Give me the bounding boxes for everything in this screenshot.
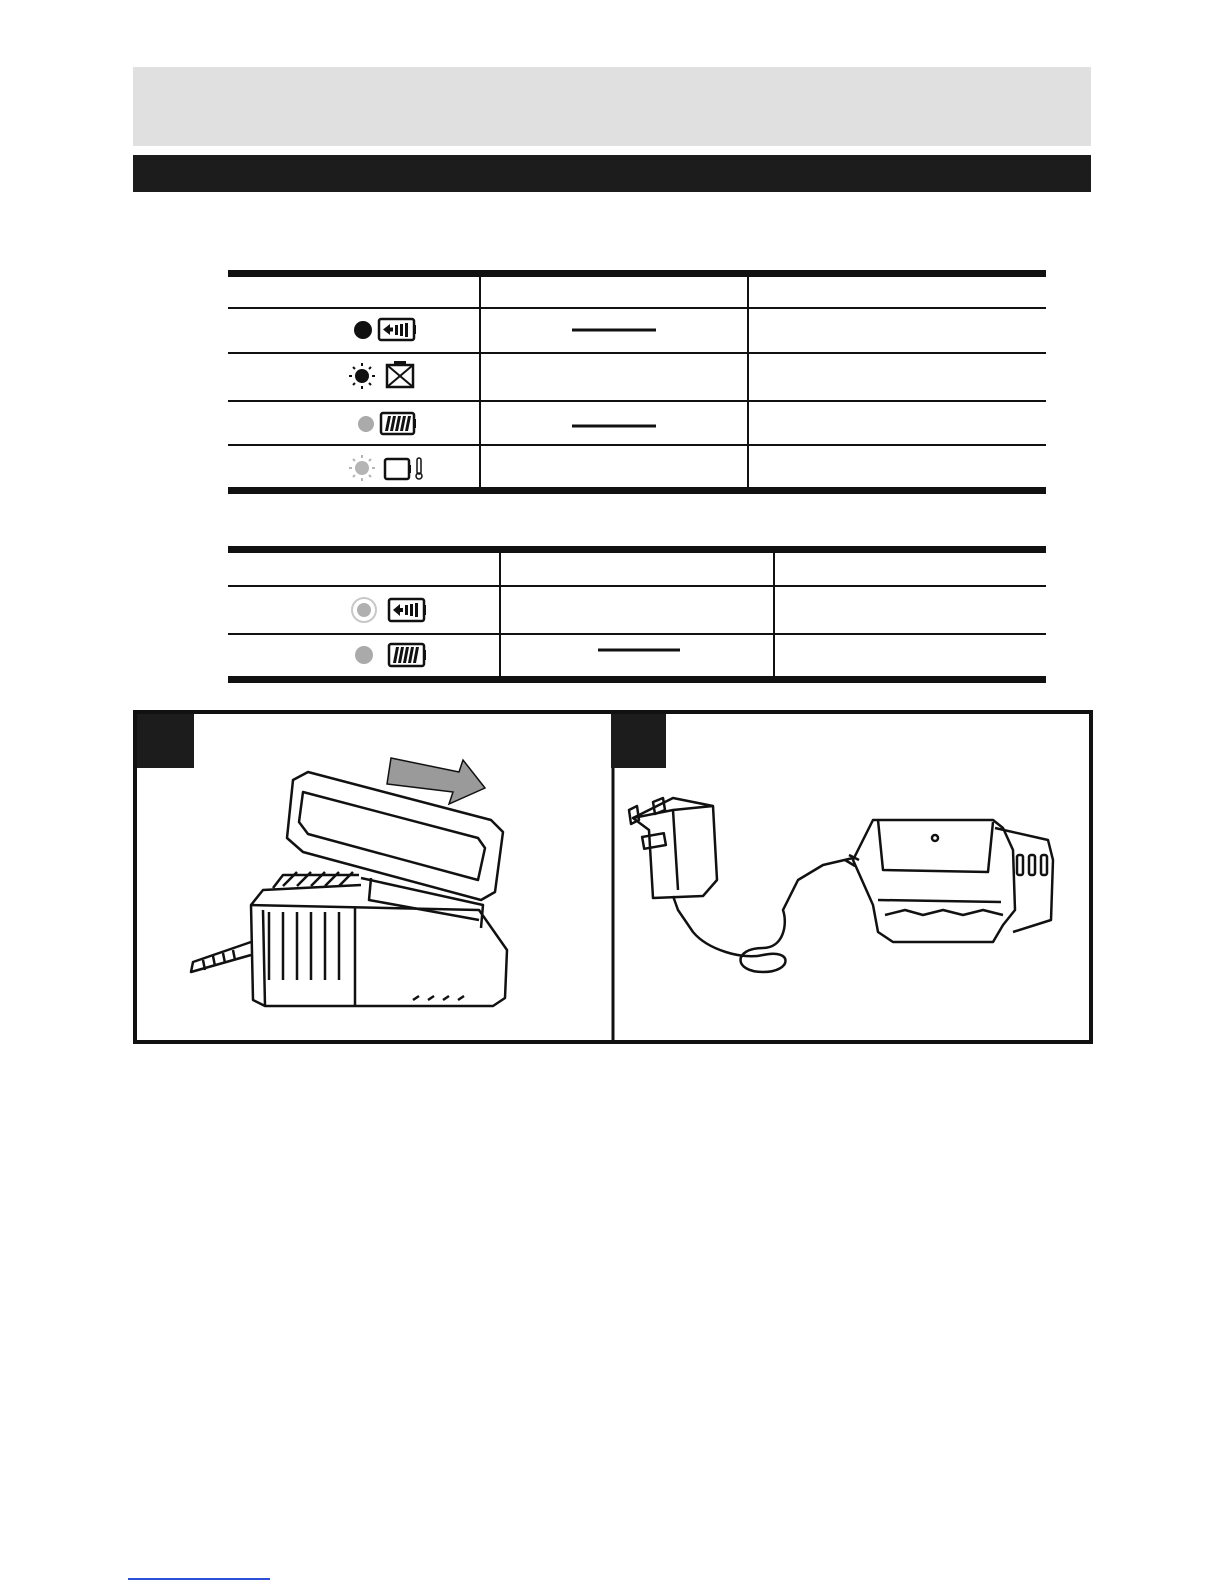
- battery-charging-icon: [379, 319, 416, 340]
- figure-number-box: [137, 714, 194, 768]
- led-flashing-icon: [349, 363, 375, 389]
- figure-panels: [133, 710, 1093, 1050]
- led-pulsing-icon: [352, 598, 376, 622]
- led-flashing-grey-icon: [349, 455, 375, 481]
- green-led-solid-icon: [358, 416, 374, 432]
- battery-full-icon: [381, 413, 416, 434]
- section-title-bar: [133, 155, 1091, 192]
- charger-led-table: [228, 268, 1058, 498]
- figure-number-box: [611, 714, 666, 768]
- battery-slide-onto-charger-illustration: [137, 714, 507, 1006]
- footer-link-underline[interactable]: [128, 1578, 270, 1580]
- green-led-solid-icon: [355, 646, 373, 664]
- battery-charging-icon: [389, 599, 426, 621]
- adapter-plug-to-battery-illustration: [611, 714, 1053, 972]
- red-led-solid-icon: [354, 321, 372, 339]
- battery-full-icon: [389, 644, 426, 666]
- battery-fault-icon: [387, 361, 413, 387]
- battery-temperature-icon: [385, 458, 422, 479]
- adapter-led-table: [228, 544, 1058, 688]
- header-band: [133, 67, 1091, 146]
